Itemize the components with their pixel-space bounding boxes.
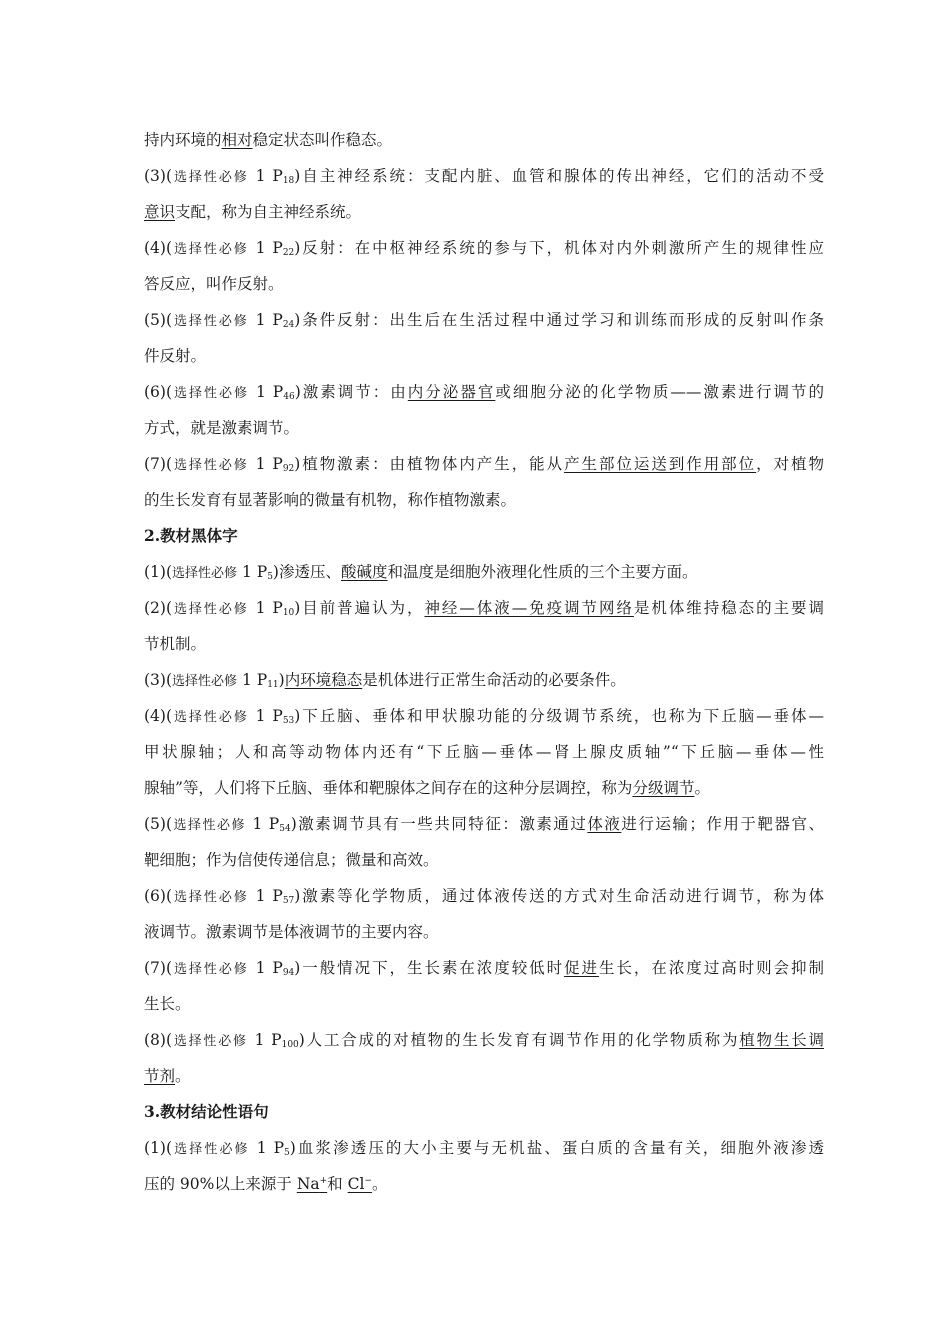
text-run: (4)( [144,707,173,725]
text-line [144,122,824,158]
text-run: 1 P [249,1139,285,1157]
charge-superscript: + [319,1176,328,1186]
page-subscript: 92 [282,464,295,474]
text-run: (1)( [144,563,173,581]
text-run: 稳定状态叫作稳态。 [252,131,393,149]
page-subscript: 94 [282,968,295,978]
underlined-answer: 植物生长调 [739,1031,824,1049]
justified-run [144,302,824,340]
text-run: 支配，称为自主神经系统。 [175,203,362,221]
text-run: (3)( [144,167,173,185]
underlined-answer: 相对 [221,131,253,149]
source-label: 选择性必修 [172,674,238,689]
page-subscript: 57 [282,896,295,906]
text-run: )自主神经系统：支配内脏、血管和腺体的传出神经，它们的活动不受 [294,167,824,185]
text-run: )反射：在中枢神经系统的参与下，机体对内外刺激所产生的规律性应 [294,239,824,257]
justified-run [144,158,824,196]
text-line [144,878,824,914]
text-run: 。 [175,1067,191,1085]
text-run: 1 P [248,455,283,473]
justified-run [144,878,824,916]
text-line [144,1058,824,1094]
text-line [144,338,824,374]
text-run: )植物激素：由植物体内产生，能从 [294,455,565,473]
text-line [144,626,824,662]
text-line [144,302,824,338]
underlined-answer: 产生部位运送到作用部位 [564,455,757,473]
text-line [144,950,824,986]
justified-run [144,374,824,412]
text-line [144,230,824,266]
text-run: )激素等化学物质，通过体液传送的方式对生命活动进行调节，称为体 [294,887,824,905]
text-run: (3)( [144,671,173,689]
text-run: )激素调节具有一些共同特征：激素通过 [290,815,588,833]
text-run: 1 P [248,167,283,185]
text-run: (5)( [144,815,173,833]
source-label: 选择性必修 [172,890,249,905]
text-run: 是机体进行正常生命活动的必要条件。 [362,671,626,689]
text-run: )条件反射：出生后在生活过程中通过学习和训练而形成的反射叫作条 [294,311,824,329]
source-label: 选择性必修 [172,962,249,977]
text-run: 甲状腺轴；人和高等动物体内还有“下丘脑—垂体—肾上腺皮质轴”“下丘脑—垂体—性 [144,743,824,761]
text-line [144,482,824,518]
text-line [144,842,824,878]
underlined-answer: Cl− [347,1175,372,1193]
page-subscript: 46 [283,392,295,402]
text-run: (8)( [144,1031,173,1049]
text-run: 。 [694,779,710,797]
underlined-answer: 促进 [564,959,600,977]
text-run: 1 P [248,959,283,977]
text-line [144,698,824,734]
justified-run [144,230,824,268]
section-heading [144,518,824,554]
text-run: 1 P [248,707,283,725]
text-run: (7)( [144,959,173,977]
text-run: )下丘脑、垂体和甲状腺功能的分级调节系统，也称为下丘脑—垂体— [294,707,824,725]
source-label: 选择性必修 [172,566,238,581]
underlined-answer: 分级调节 [632,779,695,797]
justified-run [144,734,824,770]
text-run: 生长，在浓度过高时则会抑制 [599,959,824,977]
source-label: 选择性必修 [172,818,247,833]
text-line [144,914,824,950]
text-line [144,194,824,230]
justified-run [144,1022,824,1060]
text-run: )渗透压、 [272,563,341,581]
source-label: 选择性必修 [172,170,249,185]
page-subscript: 100 [281,1040,299,1050]
justified-run [144,950,824,988]
text-run: 和 [327,1175,348,1193]
source-label: 选择性必修 [172,1034,248,1049]
page-subscript: 18 [282,176,295,186]
text-line [144,266,824,302]
underlined-answer: 神经—体液—免疫调节网络 [424,599,634,617]
text-line [144,1130,824,1166]
text-run: 液调节。激素调节是体液调节的主要内容。 [144,923,439,941]
text-run: 2.教材黑体字 [144,526,238,545]
text-run: 1 P [248,311,283,329]
text-run: ) [278,671,285,689]
text-run: 或细胞分泌的化学物质——激素进行调节的 [495,383,824,401]
text-run: 是机体维持稳态的主要调 [633,599,824,617]
page-subscript: 11 [267,680,279,690]
text-run: (1)( [144,1139,173,1157]
source-label: 选择性必修 [172,710,249,725]
charge-superscript: − [364,1176,372,1186]
text-line [144,1166,824,1202]
text-run: 3.教材结论性语句 [144,1102,269,1121]
text-run: 1 P [248,599,283,617]
text-run: 1 P [247,1031,282,1049]
text-run: (2)( [144,599,173,617]
text-run: 靶细胞；作为信使传递信息；微量和高效。 [144,851,439,869]
text-run: 1 P [248,239,283,257]
source-label: 选择性必修 [172,314,249,329]
text-line [144,410,824,446]
text-run: 腺轴”等，人们将下丘脑、垂体和靶腺体之间存在的这种分层调控，称为 [144,779,633,797]
text-line [144,1022,824,1058]
text-run: 。 [371,1175,388,1193]
text-run: ，对植物 [756,455,824,473]
text-line [144,986,824,1022]
text-run: 1 P [246,815,280,833]
text-run: 持内环境的 [144,131,222,149]
text-run: 进行运输；作用于靶器官、 [621,815,824,833]
text-run: )一般情况下，生长素在浓度较低时 [294,959,565,977]
text-run: 的生长发育有显著影响的微量有机物，称作植物激素。 [144,491,517,509]
underlined-answer: 体液 [587,815,622,833]
text-run: 节机制。 [144,635,207,653]
text-run: 1 P [249,383,284,401]
page-subscript: 54 [279,824,291,834]
underlined-answer: 酸碱度 [340,563,388,581]
justified-run [144,1130,824,1168]
page-subscript: 53 [282,716,295,726]
underlined-answer: 内分泌器官 [407,383,496,401]
underlined-answer: 内环境稳态 [284,671,363,689]
text-line [144,446,824,482]
source-label: 选择性必修 [172,1142,250,1157]
text-run: 压的 90%以上来源于 [144,1175,297,1193]
text-run: (4)( [144,239,173,257]
underlined-answer: 意识 [144,203,176,221]
text-run: )血浆渗透压的大小主要与无机盐、蛋白质的含量有关，细胞外液渗透 [289,1139,824,1157]
source-label: 选择性必修 [172,386,250,401]
page-subscript: 22 [282,248,295,258]
document-page [144,122,824,1202]
source-label: 选择性必修 [172,602,249,617]
text-line [144,734,824,770]
text-line [144,158,824,194]
text-run: 答反应，叫作反射。 [144,275,284,293]
text-run: (6)( [144,383,173,401]
justified-run [144,806,824,844]
source-label: 选择性必修 [172,242,249,257]
text-run: 和温度是细胞外液理化性质的三个主要方面。 [387,563,698,581]
text-line [144,374,824,410]
text-run: (7)( [144,455,173,473]
text-run: )目前普遍认为， [294,599,425,617]
text-run: 1 P [248,887,283,905]
text-run: 生长。 [144,995,191,1013]
text-run: (6)( [144,887,173,905]
text-run: 1 P [237,671,268,689]
section-heading [144,1094,824,1130]
text-run: )人工合成的对植物的生长发育有调节作用的化学物质称为 [298,1031,740,1049]
source-label: 选择性必修 [172,458,249,473]
underlined-answer: 节剂 [144,1067,176,1085]
page-subscript: 24 [282,320,295,330]
text-line [144,662,824,698]
justified-run [144,590,824,628]
text-run: 件反射。 [144,347,207,365]
text-run: )激素调节：由 [294,383,408,401]
page-subscript: 5 [267,572,273,582]
text-run: (5)( [144,311,173,329]
text-line [144,770,824,806]
underlined-answer: Na+ [296,1175,328,1193]
text-run: 1 P [237,563,268,581]
page-subscript: 5 [284,1148,290,1158]
text-line [144,590,824,626]
page-subscript: 10 [282,608,295,618]
text-run: 方式，就是激素调节。 [144,419,300,437]
justified-run [144,698,824,736]
text-line [144,806,824,842]
text-line [144,554,824,590]
justified-run [144,446,824,484]
